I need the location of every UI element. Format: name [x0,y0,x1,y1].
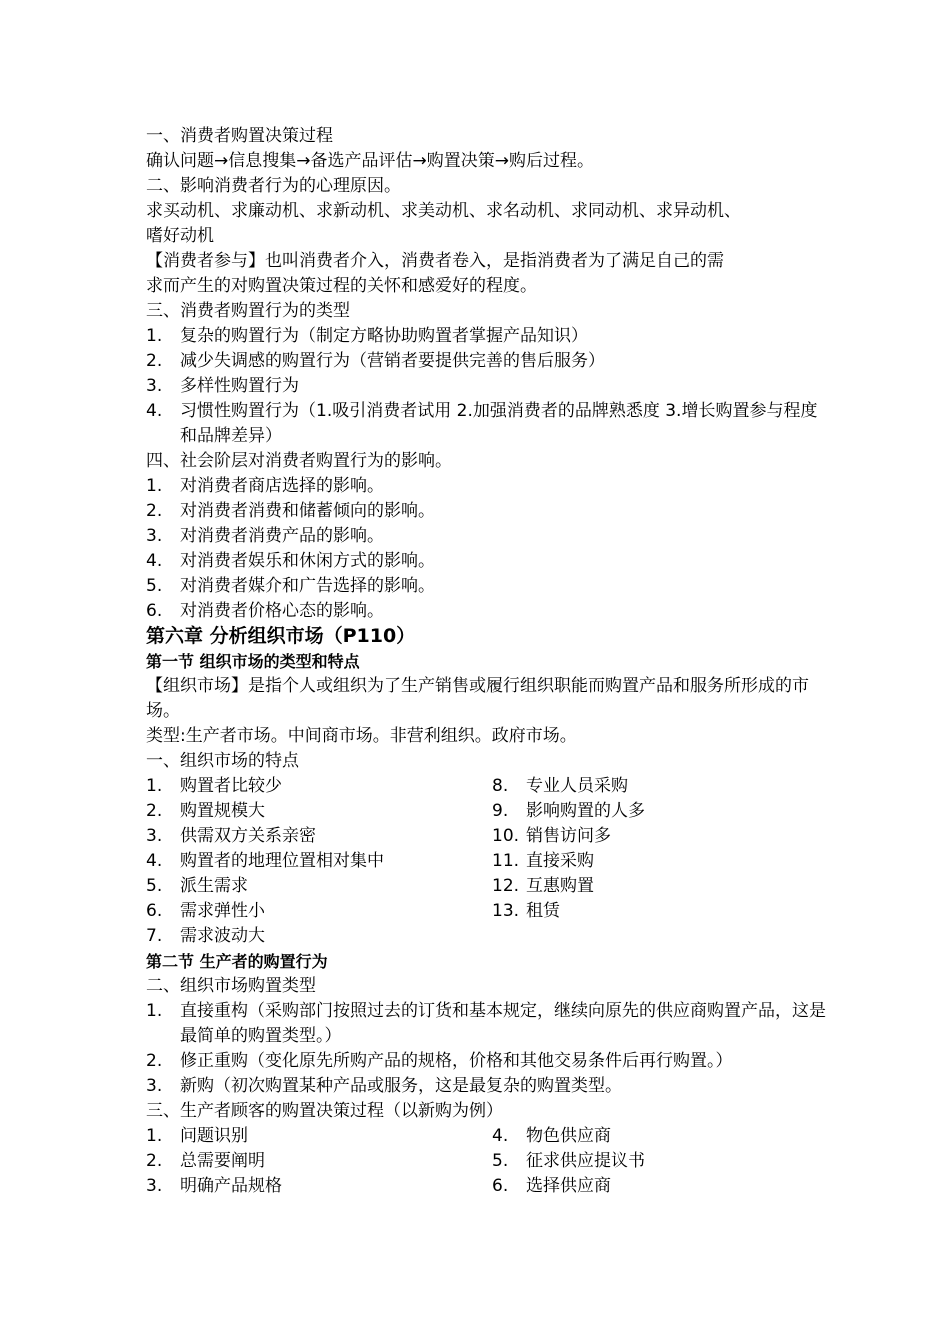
list-number: 3. [146,1176,163,1196]
list-item [492,1149,826,1174]
process-left-column [146,1124,492,1199]
list-number: 4. [146,401,163,421]
list-item [146,524,826,549]
purchase-types-list [146,999,826,1099]
section-title-2: 第二节 生产者的购置行为 [146,952,328,971]
list-text: 购置者的地理位置相对集中 [180,851,384,871]
list-text: 新购（初次购置某种产品或服务，这是最复杂的购置类型。 [180,1076,622,1096]
heading-features: 一、组织市场的特点 [146,751,299,771]
list-number: 2. [146,351,163,371]
features-columns [146,774,826,949]
list-item [146,1049,826,1074]
list-item [146,324,826,349]
list-text: 对消费者媒介和广告选择的影响。 [180,576,435,596]
list-text: 征求供应提议书 [526,1151,645,1171]
list-text: 需求波动大 [180,926,265,946]
list-text: 对消费者消费产品的影响。 [180,526,384,546]
list-item [146,599,826,624]
list-text: 修正重购（变化原先所购产品的规格，价格和其他交易条件后再行购置。） [180,1051,733,1071]
list-number: 1. [146,1126,163,1146]
list-item [146,799,492,824]
list-number: 3. [146,526,163,546]
list-text: 互惠购置 [526,876,594,896]
list-number: 6. [146,901,163,921]
list-text: 减少失调感的购置行为（营销者要提供完善的售后服务） [180,351,605,371]
list-text: 直接重构（采购部门按照过去的订货和基本规定，继续向原先的供应商购置产品，这是最简单的购置类型。） [180,1001,826,1046]
list-item [146,349,826,374]
motives-line-2: 嗜好动机 [146,226,214,246]
list-number: 2. [146,1151,163,1171]
list-item [492,1124,826,1149]
list-number: 3. [146,826,163,846]
features-right-column [492,774,826,949]
heading-buying-types: 三、消费者购置行为的类型 [146,301,350,321]
list-text: 派生需求 [180,876,248,896]
list-item [492,824,826,849]
list-number: 1. [146,326,163,346]
list-text: 对消费者消费和储蓄倾向的影响。 [180,501,435,521]
market-types: 类型:生产者市场。中间商市场。非营利组织。政府市场。 [146,726,577,746]
list-item [146,899,492,924]
list-item [146,924,492,949]
list-item [146,1074,826,1099]
list-number: 13. [492,901,520,921]
list-item [146,999,826,1049]
list-number: 3. [146,1076,163,1096]
list-number: 6. [146,601,163,621]
list-item [146,1174,492,1199]
list-item [492,799,826,824]
list-text: 习惯性购置行为（1.吸引消费者试用 2.加强消费者的品牌熟悉度 3.增长购置参与程度和品牌差异） [180,401,818,446]
list-number: 2. [146,801,163,821]
list-text: 租赁 [526,901,560,921]
list-number: 8. [492,776,509,796]
list-text: 选择供应商 [526,1176,611,1196]
list-number: 5. [146,576,163,596]
list-number: 2. [146,1051,163,1071]
list-item [146,1149,492,1174]
list-text: 专业人员采购 [526,776,628,796]
list-item [146,499,826,524]
list-number: 9. [492,801,509,821]
list-number: 4. [146,551,163,571]
list-text: 直接采购 [526,851,594,871]
heading-psych-factors: 二、影响消费者行为的心理原因。 [146,176,401,196]
list-text: 物色供应商 [526,1126,611,1146]
list-number: 10. [492,826,520,846]
list-number: 6. [492,1176,509,1196]
list-item [492,774,826,799]
list-text: 明确产品规格 [180,1176,282,1196]
list-number: 3. [146,376,163,396]
list-text: 复杂的购置行为（制定方略协助购置者掌握产品知识） [180,326,588,346]
list-text: 对消费者娱乐和休闲方式的影响。 [180,551,435,571]
list-item [146,574,826,599]
list-item [146,374,826,399]
list-text: 对消费者价格心态的影响。 [180,601,384,621]
list-item [492,1174,826,1199]
list-item [146,874,492,899]
list-text: 对消费者商店选择的影响。 [180,476,384,496]
list-item [146,474,826,499]
list-text: 购置者比较少 [180,776,282,796]
process-right-column [492,1124,826,1199]
list-item [146,399,826,449]
social-class-list [146,474,826,624]
list-text: 多样性购置行为 [180,376,299,396]
list-item [146,1124,492,1149]
buying-types-list [146,324,826,449]
heading-purchase-types: 二、组织市场购置类型 [146,976,316,996]
list-item [146,774,492,799]
list-number: 4. [492,1126,509,1146]
list-item [146,849,492,874]
document-page [146,124,826,1199]
process-columns [146,1124,826,1199]
chapter-title: 第六章 分析组织市场（P110） [146,625,416,647]
heading-social-class: 四、社会阶层对消费者购置行为的影响。 [146,451,452,471]
list-number: 12. [492,876,520,896]
list-text: 问题识别 [180,1126,248,1146]
heading-decision-steps: 三、生产者顾客的购置决策过程（以新购为例） [146,1101,503,1121]
list-number: 5. [146,876,163,896]
list-item [146,824,492,849]
list-text: 销售访问多 [526,826,611,846]
list-item [492,849,826,874]
list-text: 需求弹性小 [180,901,265,921]
list-number: 11. [492,851,520,871]
list-text: 总需要阐明 [180,1151,265,1171]
list-number: 2. [146,501,163,521]
list-number: 5. [492,1151,509,1171]
list-text: 影响购置的人多 [526,801,645,821]
list-item [492,874,826,899]
list-number: 1. [146,1001,163,1021]
list-text: 购置规模大 [180,801,265,821]
motives-line-1: 求买动机、求廉动机、求新动机、求美动机、求名动机、求同动机、求异动机、 [146,201,741,221]
involvement-line-2: 求而产生的对购置决策过程的关怀和感爱好的程度。 [146,276,537,296]
list-text: 供需双方关系亲密 [180,826,316,846]
section-title-1: 第一节 组织市场的类型和特点 [146,652,360,671]
features-left-column [146,774,492,949]
decision-process-steps: 确认问题→信息搜集→备选产品评估→购置决策→购后过程。 [146,151,594,171]
list-number: 1. [146,476,163,496]
list-number: 1. [146,776,163,796]
org-market-definition: 【组织市场】是指个人或组织为了生产销售或履行组织职能而购置产品和服务所形成的市场。 [146,676,809,721]
involvement-line-1: 【消费者参与】也叫消费者介入，消费者卷入，是指消费者为了满足自己的需 [146,251,724,271]
list-number: 7. [146,926,163,946]
list-item [146,549,826,574]
list-item [492,899,826,924]
heading-decision-process: 一、消费者购置决策过程 [146,126,333,146]
list-number: 4. [146,851,163,871]
